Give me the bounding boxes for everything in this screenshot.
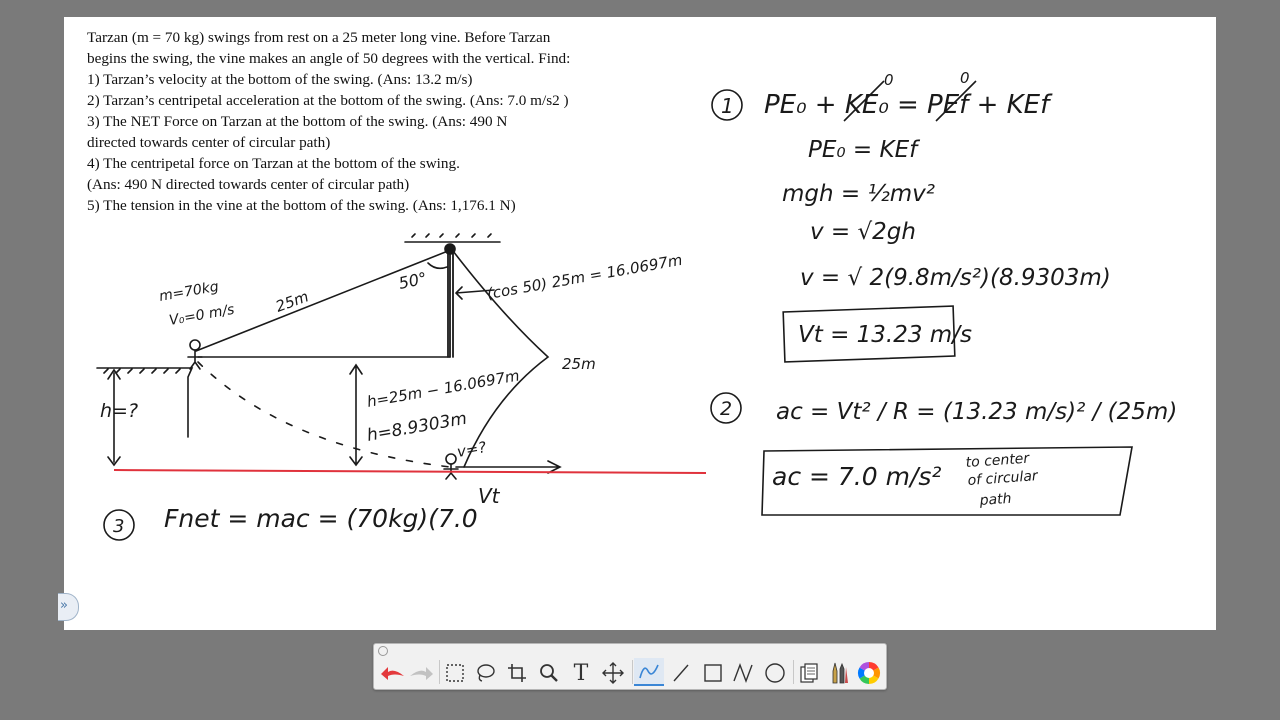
tarzan-bottom-head xyxy=(446,454,456,464)
problem-line: 1) Tarzan’s velocity at the bottom of the swing. (Ans: 13.2 m/s) xyxy=(87,71,473,88)
toolbar-separator xyxy=(632,660,633,684)
step1-line4: v = √2gh xyxy=(810,219,916,245)
step2-note-3: path xyxy=(979,490,1013,509)
step1-number: 1 xyxy=(721,94,734,118)
zoom-icon[interactable] xyxy=(534,658,564,688)
slanted-vine xyxy=(196,251,448,351)
toolbar-grip-icon[interactable] xyxy=(378,646,388,656)
problem-line: begins the swing, the vine makes an angle of 50 degrees with the vertical. Find: xyxy=(87,50,571,67)
right-length-label: 25m xyxy=(562,355,596,373)
problem-line: directed towards center of circular path) xyxy=(87,134,331,151)
h-unknown-label: h=? xyxy=(100,400,139,422)
vt-label: Vt xyxy=(478,484,500,508)
swing-path xyxy=(198,362,450,467)
handwriting-canvas xyxy=(64,17,1216,630)
zero-pef: 0 xyxy=(960,69,970,87)
tarzan-head xyxy=(190,340,200,350)
step2-number: 2 xyxy=(720,398,733,420)
step2-note-1: to center xyxy=(965,450,1030,471)
step1-line2: PE₀ = KEf xyxy=(808,137,918,163)
step3-number: 3 xyxy=(113,516,125,537)
rectangle-icon[interactable] xyxy=(698,658,728,688)
crop-icon[interactable] xyxy=(502,658,532,688)
step2-formula: ac = Vt² / R = (13.23 m/s)² / (25m) xyxy=(776,399,1178,425)
ellipse-icon[interactable] xyxy=(760,658,790,688)
line-icon[interactable] xyxy=(666,658,696,688)
drawing-toolbar xyxy=(373,643,887,690)
chevron-right-icon: » xyxy=(60,598,68,613)
step1-answer: Vt = 13.23 m/s xyxy=(798,322,972,348)
zero-ke0: 0 xyxy=(884,71,894,89)
pen-icon[interactable] xyxy=(634,658,664,686)
angle-arc xyxy=(428,263,447,268)
cos-label: (cos 50) 25m = 16.0697m xyxy=(485,250,684,303)
redo-icon[interactable] xyxy=(406,658,436,688)
color-wheel-icon[interactable] xyxy=(854,658,884,688)
freehand-icon[interactable] xyxy=(728,658,758,688)
ground-line xyxy=(114,470,706,473)
vertical-vine xyxy=(448,251,453,357)
step1-line3: mgh = ½mv² xyxy=(782,181,936,207)
problem-line: (Ans: 490 N directed towards center of circular path) xyxy=(87,176,410,193)
v-unknown-label: v=? xyxy=(455,438,488,461)
undo-icon[interactable] xyxy=(378,658,408,688)
problem-line: 5) The tension in the vine at the bottom of the swing. (Ans: 1,176.1 N) xyxy=(87,197,516,214)
mass-label: m=70kg xyxy=(157,278,220,305)
problem-line: 2) Tarzan’s centripetal acceleration at the bottom of the swing. (Ans: 7.0 m/s2 ) xyxy=(87,92,569,109)
problem-line: Tarzan (m = 70 kg) swings from rest on a 25 meter long vine. Before Tarzan xyxy=(87,29,551,46)
step2-work xyxy=(711,393,1177,515)
brush-icon[interactable] xyxy=(824,658,854,688)
step3-work xyxy=(113,504,478,537)
move-icon[interactable] xyxy=(598,658,628,688)
vine-length-label: 25m xyxy=(273,287,312,316)
step3-formula: Fnet = mac = (70kg)(7.0 xyxy=(164,504,478,533)
step2-answer: ac = 7.0 m/s² xyxy=(772,462,942,491)
tarzan-body xyxy=(188,350,202,369)
text-icon[interactable]: T xyxy=(573,660,589,686)
whiteboard-page[interactable] xyxy=(64,17,1216,630)
h-calc-line2: h=8.9303m xyxy=(365,408,469,446)
step1-energy-eq: PE₀ + KE₀ = PEf + KEf xyxy=(764,90,1050,120)
problem-line: 4) The centripetal force on Tarzan at the bottom of the swing. xyxy=(87,155,460,172)
step1-line5: v = √ 2(9.8m/s²)(8.9303m) xyxy=(800,265,1111,291)
step2-note-2: of circular xyxy=(967,468,1039,489)
v0-label: V₀=0 m/s xyxy=(167,301,236,329)
rect-select-icon[interactable] xyxy=(440,658,470,688)
h-calc-line1: h=25m − 16.0697m xyxy=(365,366,521,411)
angle-label: 50° xyxy=(396,268,429,293)
step1-work xyxy=(712,69,1111,362)
pages-icon[interactable] xyxy=(794,658,824,688)
lasso-icon[interactable] xyxy=(470,658,500,688)
problem-line: 3) The NET Force on Tarzan at the bottom of the swing. (Ans: 490 N xyxy=(87,113,508,130)
ceiling-hatch xyxy=(412,234,491,237)
